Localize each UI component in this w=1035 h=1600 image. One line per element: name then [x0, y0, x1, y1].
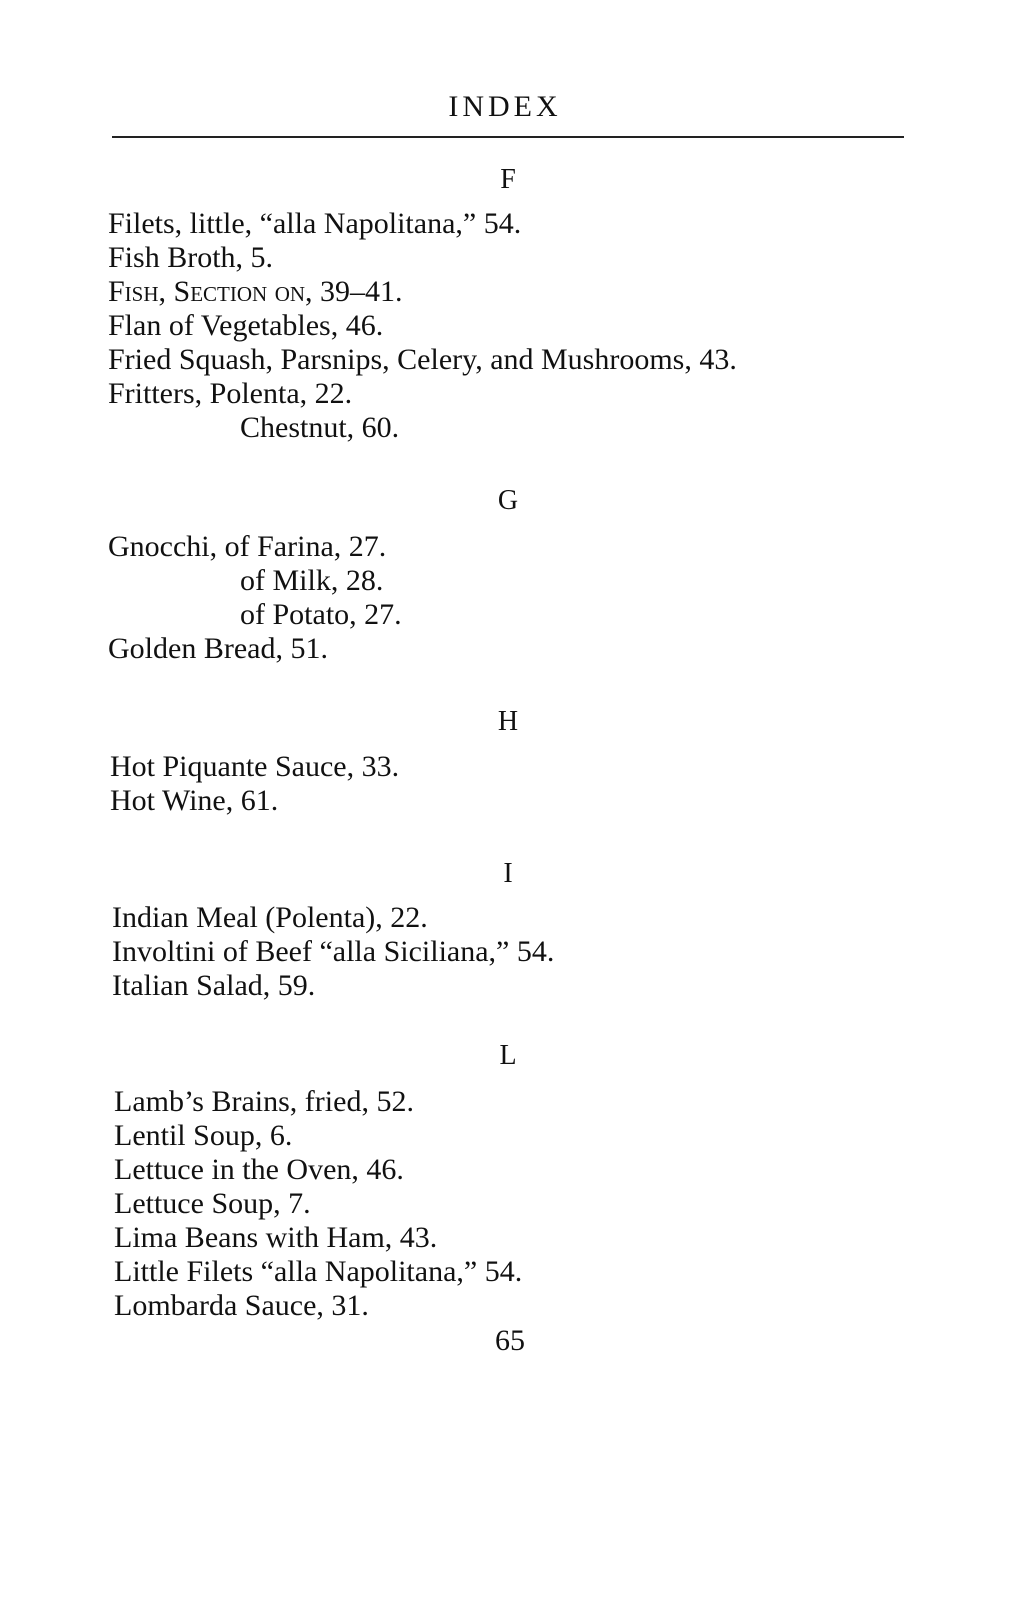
- section-letter-l: L: [499, 1040, 517, 1071]
- section-letter-g: G: [497, 485, 519, 516]
- index-subentry: of Milk, 28.: [240, 564, 384, 597]
- index-entry: Fritters, Polenta, 22.: [108, 377, 353, 410]
- section-letter-i: I: [503, 858, 513, 889]
- index-entry: Fish, Section on, 39–41.: [108, 275, 403, 308]
- section-letter-h: H: [497, 706, 519, 737]
- index-entry: Lombarda Sauce, 31.: [114, 1289, 369, 1322]
- page-number: 65: [495, 1324, 525, 1357]
- index-entry: Lima Beans with Ham, 43.: [114, 1221, 438, 1254]
- index-subentry: of Potato, 27.: [240, 598, 402, 631]
- index-subentry: Chestnut, 60.: [240, 411, 400, 444]
- index-entry: Lettuce in the Oven, 46.: [114, 1153, 404, 1186]
- index-entry: Fish Broth, 5.: [108, 241, 274, 274]
- index-entry: Hot Wine, 61.: [110, 784, 279, 817]
- index-entry: Indian Meal (Polenta), 22.: [112, 901, 428, 934]
- page-title: INDEX: [448, 90, 562, 123]
- index-entry: Italian Salad, 59.: [112, 969, 316, 1002]
- section-letter-f: F: [500, 164, 516, 195]
- index-entry: Lamb’s Brains, fried, 52.: [114, 1085, 414, 1118]
- index-entry: Flan of Vegetables, 46.: [108, 309, 384, 342]
- header-rule: [112, 136, 904, 138]
- index-entry: Filets, little, “alla Napolitana,” 54.: [108, 207, 522, 240]
- index-entry: Golden Bread, 51.: [108, 632, 328, 665]
- index-entry: Little Filets “alla Napolitana,” 54.: [114, 1255, 523, 1288]
- index-entry: Hot Piquante Sauce, 33.: [110, 750, 400, 783]
- index-entry: Lentil Soup, 6.: [114, 1119, 293, 1152]
- index-entry: Gnocchi, of Farina, 27.: [108, 530, 387, 563]
- index-entry: Involtini of Beef “alla Siciliana,” 54.: [112, 935, 555, 968]
- index-entry: Lettuce Soup, 7.: [114, 1187, 311, 1220]
- index-entry: Fried Squash, Parsnips, Celery, and Mushrooms, 43.: [108, 343, 737, 376]
